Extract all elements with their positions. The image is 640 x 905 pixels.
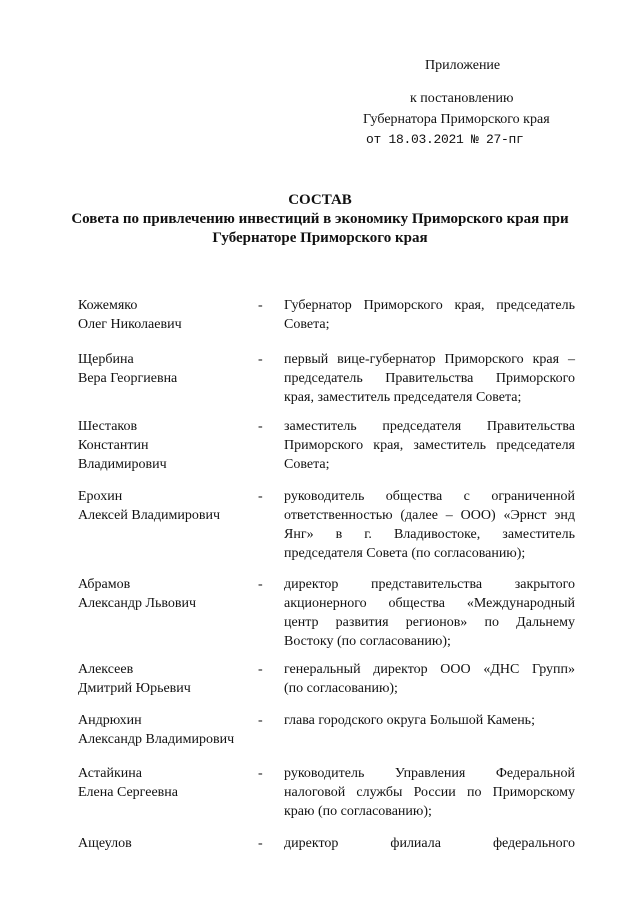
member-name-line: Ерохин bbox=[78, 489, 123, 504]
member-dash: - bbox=[258, 298, 263, 313]
member-dash: - bbox=[258, 419, 263, 434]
member-role bbox=[284, 660, 575, 698]
member-role-line: председателя Совета (по согласованию); bbox=[284, 546, 526, 561]
member-role-line: руководитель Управления Федеральной bbox=[284, 766, 575, 781]
member-name bbox=[78, 764, 248, 802]
member-role-line: (по согласованию); bbox=[284, 681, 398, 696]
member-role-line: Совета; bbox=[284, 457, 330, 472]
member-name-line: Андрюхин bbox=[78, 713, 142, 728]
member-name-line: Алексей Владимирович bbox=[78, 508, 221, 523]
member-role-line: заместитель председателя Правительства bbox=[284, 419, 575, 434]
header-resolution-label: к постановлению bbox=[410, 91, 514, 106]
member-name-line: Абрамов bbox=[78, 577, 131, 592]
member-dash: - bbox=[258, 713, 263, 728]
member-name-line: Вера Георгиевна bbox=[78, 371, 178, 386]
member-role bbox=[284, 711, 575, 730]
member-name-line: Елена Сергеевна bbox=[78, 785, 178, 800]
member-name bbox=[78, 487, 248, 525]
title-subheading-line2: Губернаторе Приморского края bbox=[212, 230, 428, 246]
member-dash: - bbox=[258, 836, 263, 851]
member-role bbox=[284, 296, 575, 334]
member-name-line: Щербина bbox=[78, 352, 134, 367]
member-role bbox=[284, 764, 575, 821]
member-role-line: глава городского округа Большой Камень; bbox=[284, 713, 535, 728]
member-role-line: Губернатор Приморского края, председатель bbox=[284, 298, 575, 313]
member-role-line: первый вице-губернатор Приморского края – bbox=[284, 352, 575, 367]
member-name bbox=[78, 575, 248, 613]
member-name-line: Александр Львович bbox=[78, 596, 197, 611]
member-name-line: Ащеулов bbox=[78, 836, 132, 851]
title-heading: СОСТАВ bbox=[288, 192, 352, 208]
member-dash: - bbox=[258, 577, 263, 592]
member-role-line: ответственностью (далее – ООО) «Эрнст энд bbox=[284, 508, 575, 523]
header-attachment-label: Приложение bbox=[425, 58, 501, 73]
member-name-line: Кожемяко bbox=[78, 298, 138, 313]
member-role-line: Совета; bbox=[284, 317, 330, 332]
member-name-line: Александр Владимирович bbox=[78, 732, 235, 747]
member-name-line: Константин bbox=[78, 438, 149, 453]
member-dash: - bbox=[258, 489, 263, 504]
member-role bbox=[284, 575, 575, 651]
member-role-line: краю (по согласованию); bbox=[284, 804, 432, 819]
member-dash: - bbox=[258, 352, 263, 367]
member-role-line: центр развития регионов» по Дальнему bbox=[284, 615, 575, 630]
member-role bbox=[284, 487, 575, 563]
member-name-line: Олег Николаевич bbox=[78, 317, 182, 332]
member-role bbox=[284, 834, 575, 853]
member-role-line: акционерного общества «Международный bbox=[284, 596, 575, 611]
member-name-line: Владимирович bbox=[78, 457, 167, 472]
header-issuer: Губернатора Приморского края bbox=[363, 112, 550, 127]
member-role-line: директор представительства закрытого bbox=[284, 577, 575, 592]
member-role bbox=[284, 417, 575, 474]
member-name bbox=[78, 834, 248, 853]
member-name-line: Шестаков bbox=[78, 419, 138, 434]
member-role bbox=[284, 350, 575, 407]
header-date-number: от 18.03.2021 № 27-пг bbox=[366, 132, 524, 147]
member-name-line: Алексеев bbox=[78, 662, 134, 677]
member-name-line: Дмитрий Юрьевич bbox=[78, 681, 191, 696]
member-role-line: Востоку (по согласованию); bbox=[284, 634, 451, 649]
member-role-line: директор филиала федерального bbox=[284, 836, 575, 851]
member-role-line: Янг» в г. Владивостоке, заместитель bbox=[284, 527, 575, 542]
member-role-line: руководитель общества с ограниченной bbox=[284, 489, 575, 504]
member-role-line: генеральный директор ООО «ДНС Групп» bbox=[284, 662, 575, 677]
member-role-line: края, заместитель председателя Совета; bbox=[284, 390, 522, 405]
member-role-line: налоговой службы России по Приморскому bbox=[284, 785, 575, 800]
member-name bbox=[78, 417, 248, 474]
member-role-line: Приморского края, заместитель председателя bbox=[284, 438, 575, 453]
member-name bbox=[78, 660, 248, 698]
member-name bbox=[78, 350, 248, 388]
member-name-line: Астайкина bbox=[78, 766, 142, 781]
member-dash: - bbox=[258, 766, 263, 781]
member-name bbox=[78, 711, 248, 749]
member-role-line: председатель Правительства Приморского bbox=[284, 371, 575, 386]
member-name bbox=[78, 296, 248, 334]
member-dash: - bbox=[258, 662, 263, 677]
title-subheading-line1: Совета по привлечению инвестиций в экономику Приморского края при bbox=[71, 211, 569, 227]
